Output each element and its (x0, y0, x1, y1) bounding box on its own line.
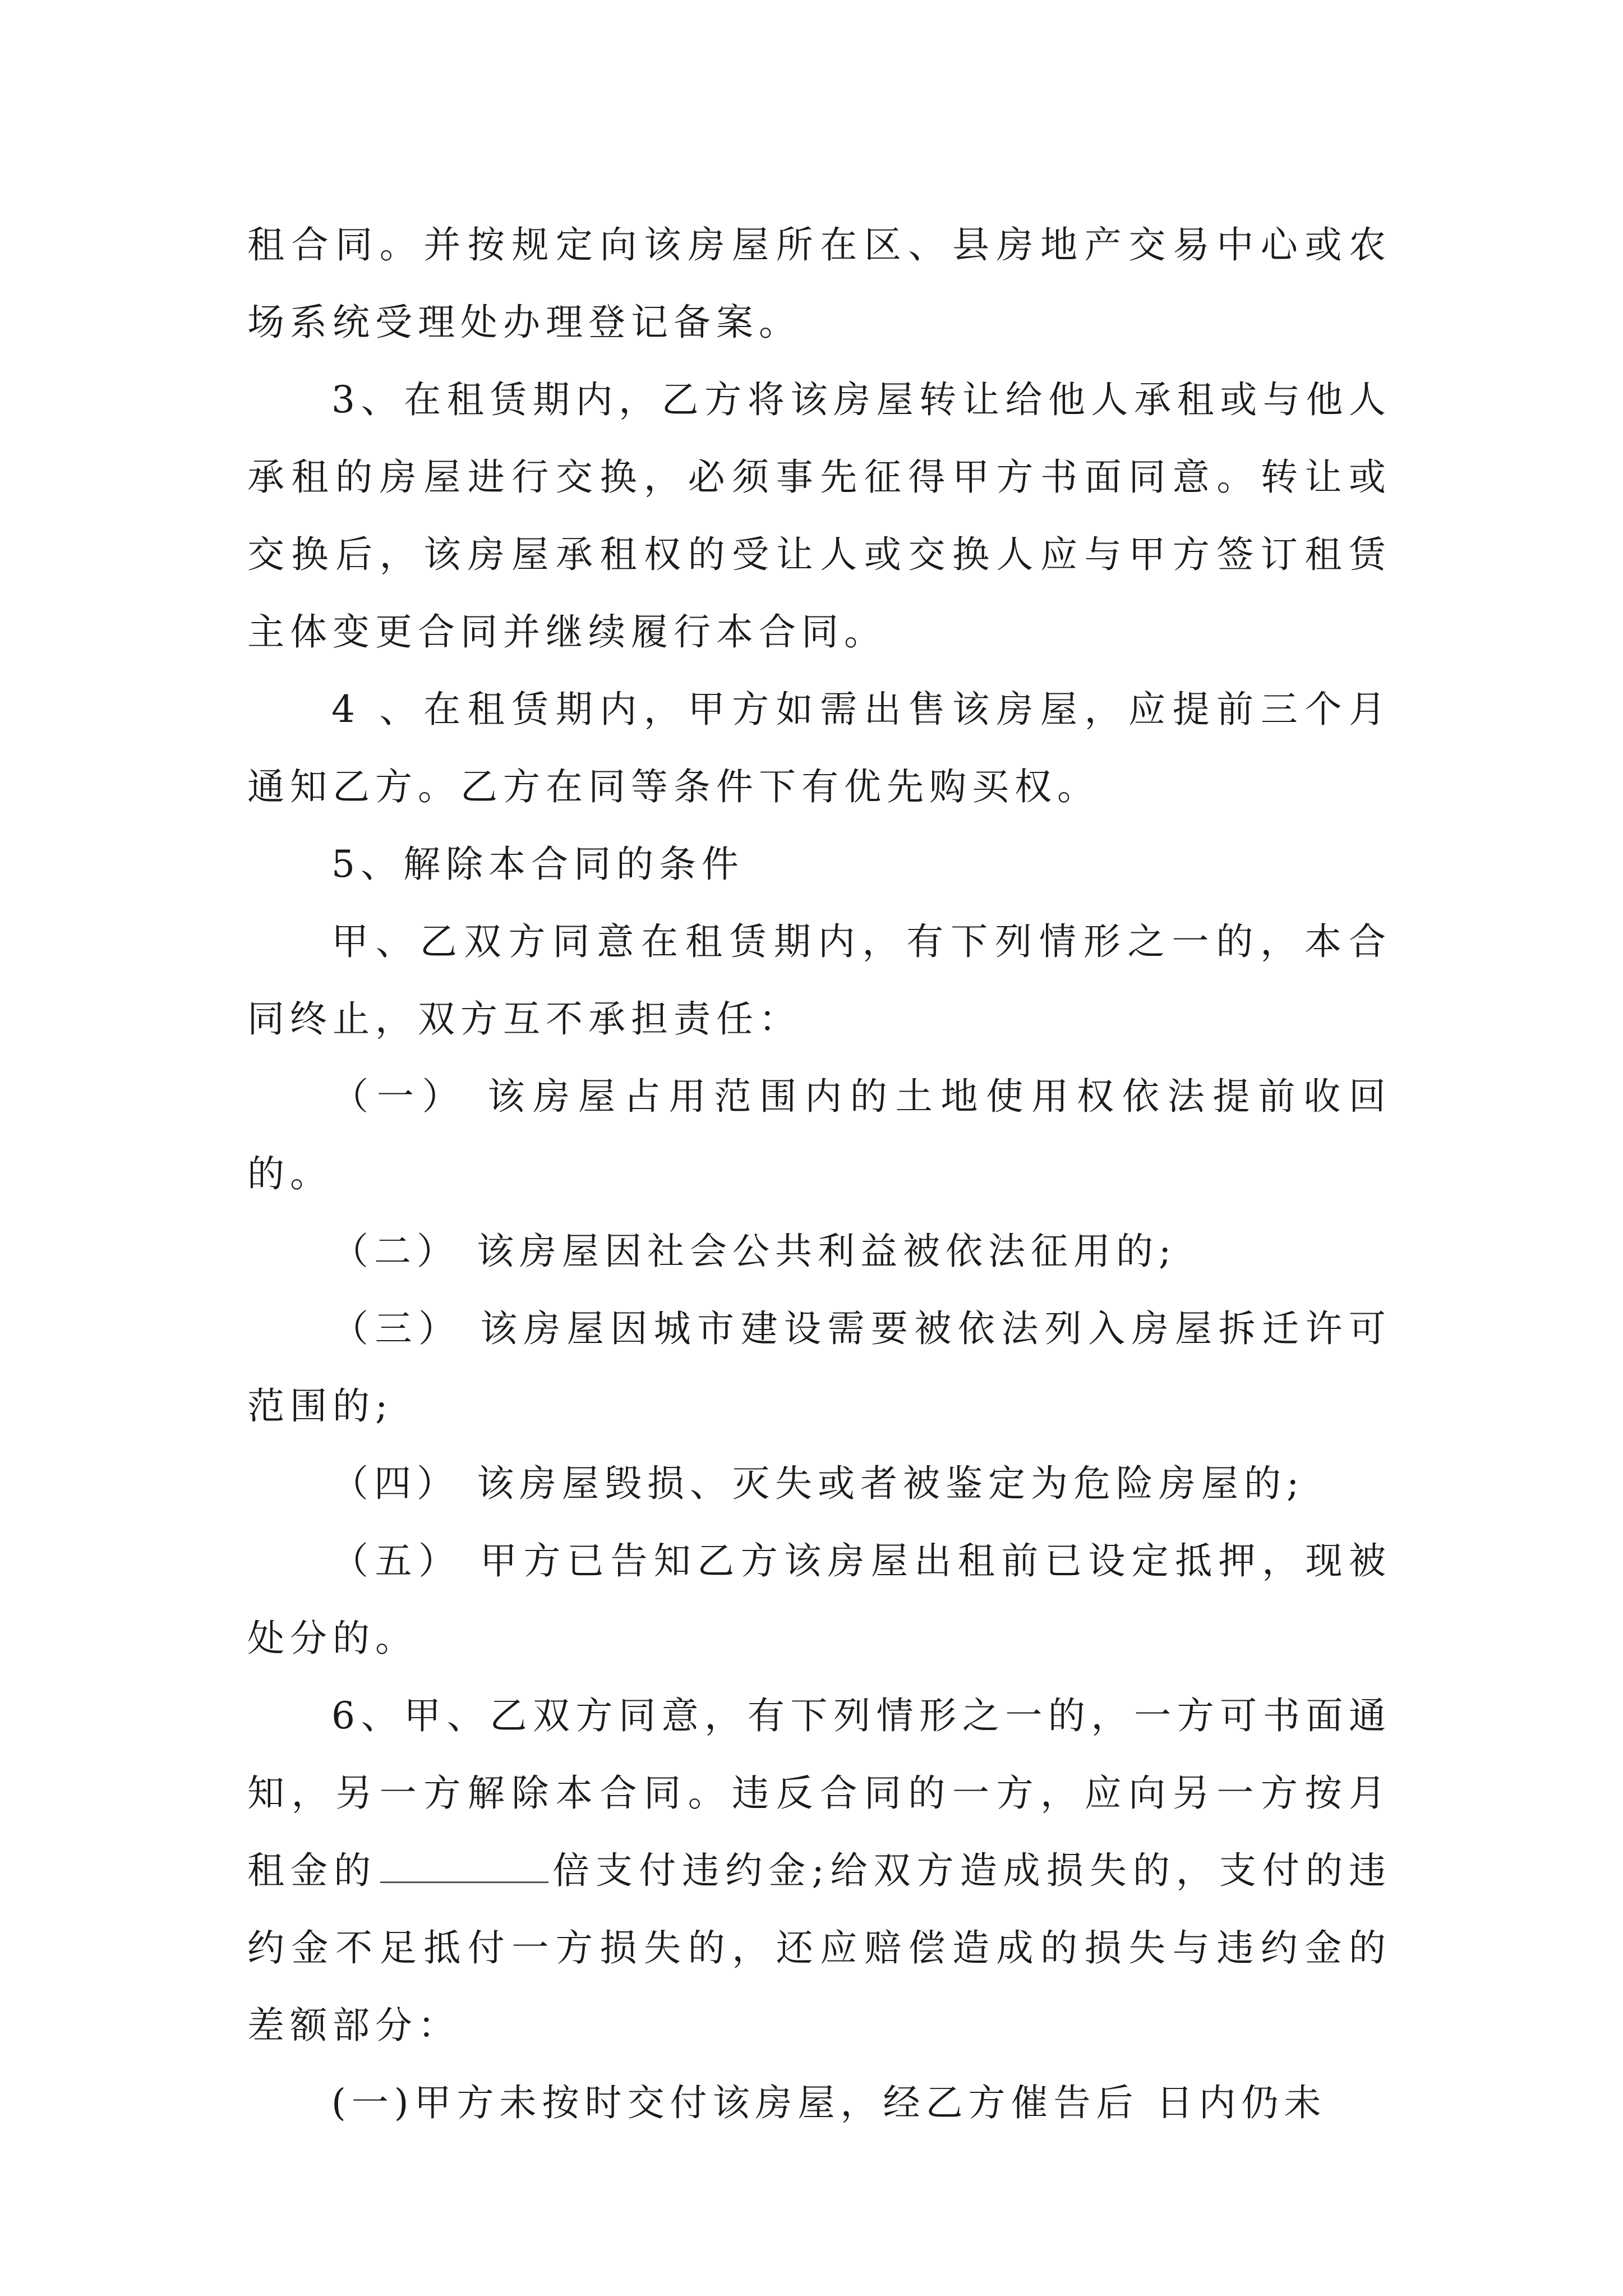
paragraph-clause-6-item-1: (一)甲方未按时交付该房屋，经乙方催告后 日内仍未 (331, 2081, 1327, 2124)
clause-6-text-after-blank: 倍支付违约金;给双方造成损失的，支付的违约金不足抵付一方损失的，还应赔偿造成的损失与违约金的差额部分： (247, 1849, 1391, 2047)
paragraph-clause-6 (247, 1677, 1391, 2064)
fill-in-blank (380, 1850, 548, 1883)
paragraph-item-1: （一） 该房屋占用范围内的土地使用权依法提前收回的。 (247, 1075, 1391, 1195)
paragraph-termination-intro: 甲、乙双方同意在租赁期内，有下列情形之一的，本合同终止，双方互不承担责任： (247, 920, 1391, 1041)
paragraph-continuation: 租合同。并按规定向该房屋所在区、县房地产交易中心或农场系统受理处办理登记备案。 (247, 223, 1391, 344)
paragraph-item-3: （三） 该房屋因城市建设需要被依法列入房屋拆迁许可范围的; (247, 1307, 1391, 1428)
clause-6-text-before-blank: 6、甲、乙双方同意，有下列情形之一的，一方可书面通知，另一方解除本合同。违反合同的一方，应向另一方按月租金的 (247, 1694, 1391, 1892)
paragraph-item-4: （四） 该房屋毁损、灭失或者被鉴定为危险房屋的; (331, 1462, 1305, 1505)
paragraph-clause-4: 4 、在租赁期内，甲方如需出售该房屋，应提前三个月通知乙方。乙方在同等条件下有优先购买权。 (247, 688, 1391, 808)
paragraph-item-2: （二） 该房屋因社会公共利益被依法征用的; (331, 1230, 1177, 1273)
document-body (247, 206, 1391, 2142)
paragraph-item-5: （五） 甲方已告知乙方该房屋出租前已设定抵押，现被处分的。 (247, 1539, 1391, 1660)
paragraph-clause-3: 3、在租赁期内，乙方将该房屋转让给他人承租或与他人承租的房屋进行交换，必须事先征得甲方书面同意。转让或交换后，该房屋承租权的受让人或交换人应与甲方签订租赁主体变更合同并继续履行本合同。 (247, 378, 1391, 654)
paragraph-clause-5-heading: 5、解除本合同的条件 (331, 843, 744, 886)
